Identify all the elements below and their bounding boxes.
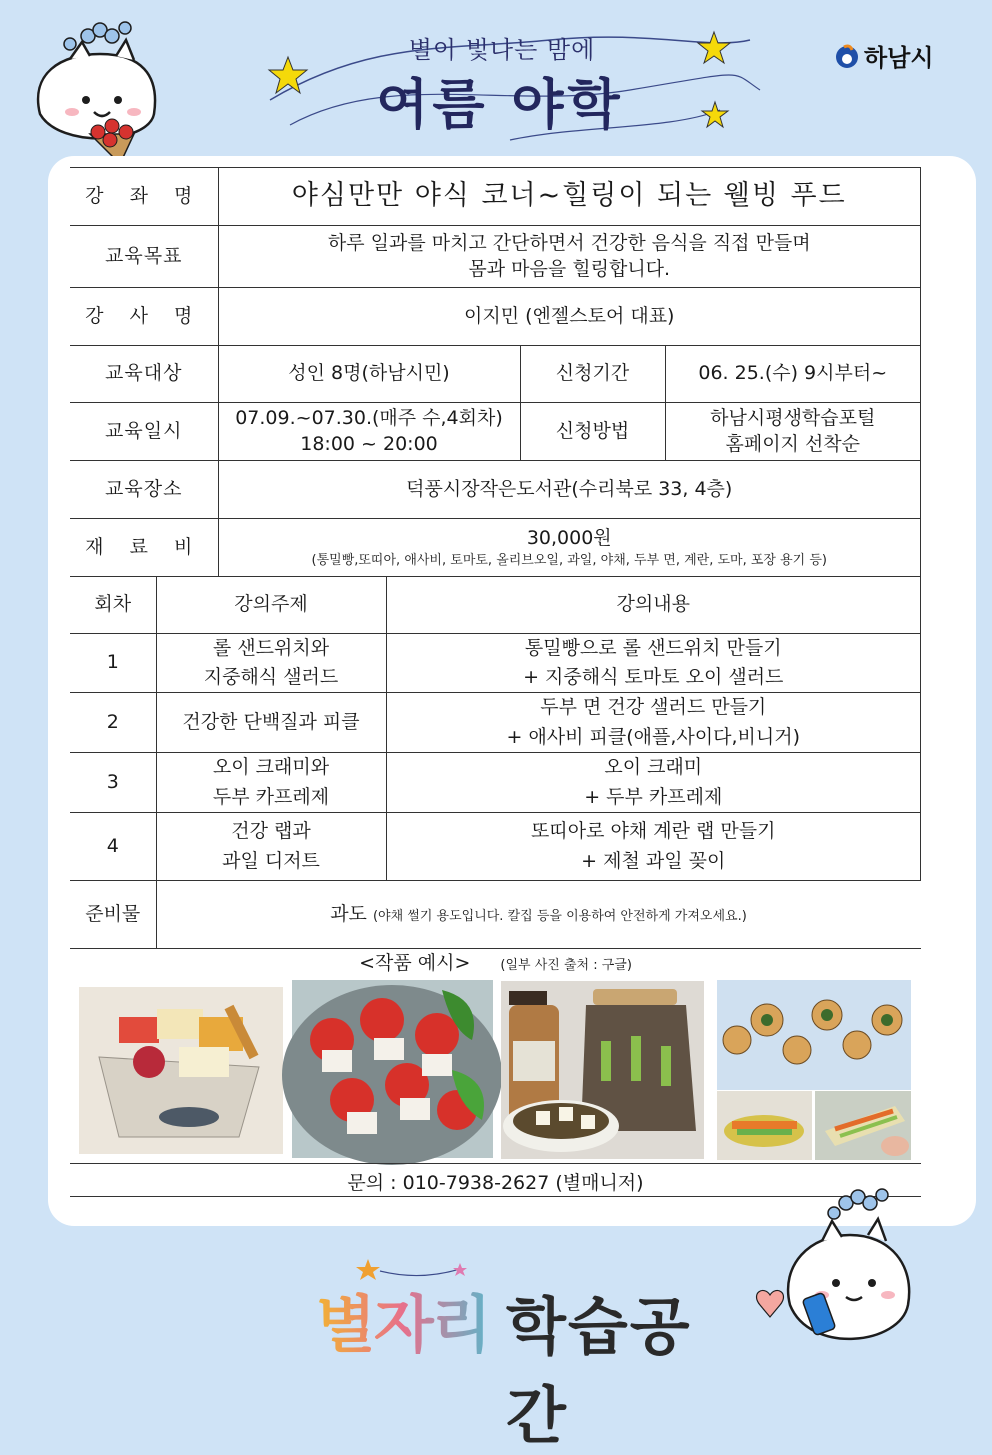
target-label: 교육대상 [70,346,218,403]
lesson-content [386,813,921,881]
lesson-content [386,693,921,753]
apply-period-label: 신청기간 [520,346,665,403]
place-row [70,461,921,519]
lesson-topic-line-1: 건강한 단백질과 피클 [182,711,360,734]
star-icon [696,30,732,66]
header-content: 강의내용 [386,577,921,633]
course-info-table [70,167,921,577]
event-subtitle: 별이 빛나는 밤에 [408,36,596,64]
schedule-label: 교육일시 [70,403,218,461]
preparation-item: 과도 [330,902,367,925]
mascot-with-phone-image [750,1185,920,1365]
apply-period-value: 06. 25.(수) 9시부터~ [665,346,921,403]
lesson-content-line-2: + 지중해식 토마토 오이 샐러드 [523,665,784,688]
lesson-content-line-2: + 제철 과일 꽂이 [581,849,726,872]
lesson-topic-line-1: 오이 크래미와 [212,756,330,779]
goal-line-1: 하루 일과를 마치고 간단하면서 건강한 음식을 직접 만들며 [327,231,811,254]
example-photo-egg-wrap [717,1091,812,1160]
lesson-topic-line-2: 두부 카프레제 [212,785,330,808]
examples-heading [70,948,921,975]
lesson-row [70,693,921,753]
fee-note: (통밀빵,또띠아, 애사비, 토마토, 올리브오일, 과일, 야채, 두부 면, 계란, 도마, 포장 용기 등) [311,552,827,568]
preparation-value [156,881,921,949]
apply-method-line-1: 하남시평생학습포털 [710,406,876,429]
schedule-row [70,403,921,461]
example-photo-wraps [717,980,911,1090]
teacher-label: 강 사 명 [70,288,218,346]
lesson-content-line-2: + 두부 카프레제 [584,785,723,808]
fee-amount: 30,000원 [526,526,612,549]
brand-text-a: 별자리 [316,1275,490,1364]
contact-info: 문의 : 010-7938-2627 (별매니저) [347,1172,644,1194]
lesson-content-line-1: 또띠아로 야채 계란 랩 만들기 [531,820,776,843]
lesson-content-line-1: 두부 면 건강 샐러드 만들기 [540,696,767,719]
lesson-header-row [70,577,921,633]
target-row [70,346,921,403]
example-photo-veggie-roll [815,1091,911,1160]
goal-label: 교육목표 [70,226,218,288]
lesson-topic [156,693,386,753]
lesson-topic-line-1: 건강 랩과 [231,820,311,843]
fee-label: 재 료 비 [70,519,218,577]
star-icon [268,55,308,95]
examples-source: (일부 사진 출처 : 구글) [500,958,632,973]
lesson-topic [156,633,386,693]
teacher-row [70,288,921,346]
preparation-label: 준비물 [70,881,156,949]
schedule-line-2: 18:00 ~ 20:00 [300,432,438,455]
lesson-plan-table [70,577,921,949]
teacher-value: 이지민 (엔젤스토어 대표) [218,288,921,346]
course-row [70,168,921,226]
lesson-row [70,813,921,881]
header-session: 회차 [70,577,156,633]
header-topic: 강의주제 [156,577,386,633]
schedule-line-1: 07.09.~07.30.(매주 수,4회차) [235,406,503,429]
lesson-row [70,753,921,813]
brand-text-b: 학습공간 [506,1290,692,1452]
example-photo-snack-cup [79,987,283,1154]
example-photo-tofu-caprese [292,980,493,1158]
fee-row [70,519,921,577]
apply-method-value [665,403,921,461]
preparation-note: (야채 썰기 용도입니다. 칼집 등을 이용하여 안전하게 가져오세요.) [372,908,747,924]
logo-text: 하남시 [864,44,934,72]
lesson-number: 3 [70,753,156,813]
place-label: 교육장소 [70,461,218,519]
course-value: 야심만만 야식 코너~힐링이 되는 웰빙 푸드 [218,168,921,226]
apply-method-line-2: 홈페이지 선착순 [725,432,861,455]
place-value: 덕풍시장작은도서관(수리북로 33, 4층) [218,461,921,519]
brand-logo [310,1255,710,1452]
lesson-row [70,633,921,693]
example-photo-pickles [501,981,704,1159]
goal-value [218,226,921,288]
lesson-topic [156,753,386,813]
lesson-number: 4 [70,813,156,881]
lesson-topic [156,813,386,881]
lesson-content-line-2: + 애사비 피클(애플,사이다,비니거) [506,725,800,748]
hanam-logo [834,38,934,73]
lesson-content [386,633,921,693]
examples-title: <작품 예시> [359,952,471,974]
lesson-topic-line-2: 지중해식 샐러드 [203,665,339,688]
event-title: 여름 야학 [376,72,624,136]
mascot-with-flowers-image [30,14,170,164]
header [0,0,992,160]
contact-divider-top [70,1163,921,1164]
goal-row [70,226,921,288]
fee-value [218,519,921,577]
lesson-number: 2 [70,693,156,753]
target-value: 성인 8명(하남시민) [218,346,520,403]
goal-line-2: 몸과 마음을 힐링합니다. [468,257,671,280]
lesson-content-line-1: 오이 크래미 [604,756,703,779]
course-label: 강 좌 명 [70,168,218,226]
hanam-logo-icon [834,43,860,69]
lesson-content-line-1: 통밀빵으로 롤 샌드위치 만들기 [524,636,782,659]
schedule-value [218,403,520,461]
apply-method-label: 신청방법 [520,403,665,461]
lesson-content [386,753,921,813]
lesson-topic-line-1: 롤 샌드위치와 [212,636,330,659]
preparation-row [70,881,921,949]
lesson-number: 1 [70,633,156,693]
star-icon [700,100,730,130]
lesson-topic-line-2: 과일 디저트 [222,849,320,872]
